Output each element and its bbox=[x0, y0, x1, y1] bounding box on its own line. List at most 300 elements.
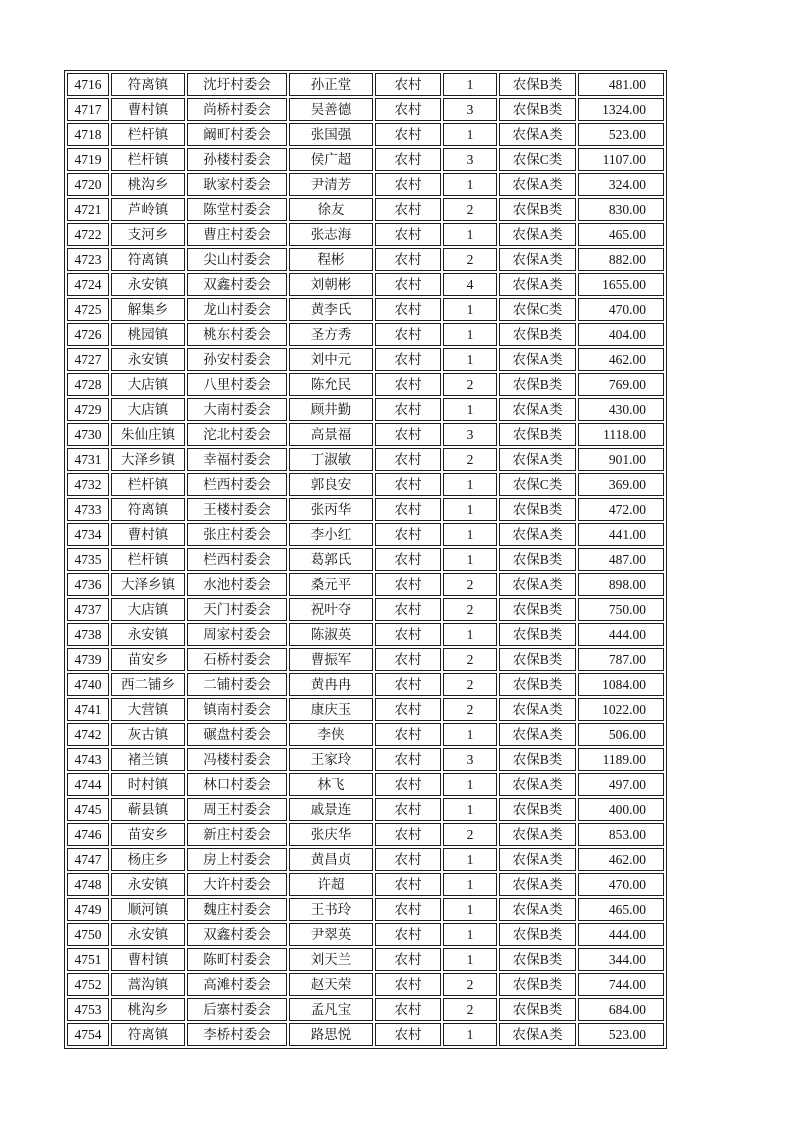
cell-township: 蒿沟镇 bbox=[111, 973, 185, 996]
cell-person-name: 尹翠英 bbox=[289, 923, 373, 946]
cell-insurance-category: 农保B类 bbox=[499, 798, 576, 821]
cell-insurance-category: 农保B类 bbox=[499, 323, 576, 346]
table-row bbox=[67, 998, 664, 1021]
table-row bbox=[67, 898, 664, 921]
cell-amount: 750.00 bbox=[578, 598, 664, 621]
cell-insurance-category: 农保A类 bbox=[499, 723, 576, 746]
cell-person-name: 康庆玉 bbox=[289, 698, 373, 721]
table-row bbox=[67, 248, 664, 271]
cell-village-committee: 冯楼村委会 bbox=[187, 748, 287, 771]
cell-residence-type: 农村 bbox=[375, 423, 441, 446]
table-row bbox=[67, 598, 664, 621]
cell-person-count: 1 bbox=[443, 348, 497, 371]
cell-amount: 1107.00 bbox=[578, 148, 664, 171]
cell-township: 时村镇 bbox=[111, 773, 185, 796]
cell-serial-number: 4752 bbox=[67, 973, 109, 996]
cell-village-committee: 王楼村委会 bbox=[187, 498, 287, 521]
cell-amount: 787.00 bbox=[578, 648, 664, 671]
cell-person-count: 4 bbox=[443, 273, 497, 296]
cell-residence-type: 农村 bbox=[375, 823, 441, 846]
cell-amount: 444.00 bbox=[578, 623, 664, 646]
cell-person-count: 2 bbox=[443, 648, 497, 671]
cell-village-committee: 尖山村委会 bbox=[187, 248, 287, 271]
cell-village-committee: 周家村委会 bbox=[187, 623, 287, 646]
cell-serial-number: 4745 bbox=[67, 798, 109, 821]
cell-person-name: 路思悦 bbox=[289, 1023, 373, 1046]
cell-person-name: 顾井勤 bbox=[289, 398, 373, 421]
cell-serial-number: 4728 bbox=[67, 373, 109, 396]
cell-residence-type: 农村 bbox=[375, 73, 441, 96]
cell-residence-type: 农村 bbox=[375, 623, 441, 646]
cell-township: 大泽乡镇 bbox=[111, 573, 185, 596]
cell-insurance-category: 农保B类 bbox=[499, 948, 576, 971]
cell-township: 符离镇 bbox=[111, 73, 185, 96]
cell-person-name: 尹清芳 bbox=[289, 173, 373, 196]
cell-residence-type: 农村 bbox=[375, 373, 441, 396]
cell-serial-number: 4737 bbox=[67, 598, 109, 621]
cell-insurance-category: 农保C类 bbox=[499, 298, 576, 321]
records-table-body bbox=[67, 73, 664, 1046]
cell-residence-type: 农村 bbox=[375, 348, 441, 371]
cell-person-name: 陈允民 bbox=[289, 373, 373, 396]
table-row bbox=[67, 823, 664, 846]
cell-amount: 684.00 bbox=[578, 998, 664, 1021]
cell-serial-number: 4727 bbox=[67, 348, 109, 371]
cell-serial-number: 4743 bbox=[67, 748, 109, 771]
cell-township: 桃沟乡 bbox=[111, 173, 185, 196]
cell-amount: 430.00 bbox=[578, 398, 664, 421]
table-row bbox=[67, 223, 664, 246]
cell-residence-type: 农村 bbox=[375, 148, 441, 171]
cell-insurance-category: 农保A类 bbox=[499, 698, 576, 721]
cell-insurance-category: 农保A类 bbox=[499, 448, 576, 471]
cell-village-committee: 孙安村委会 bbox=[187, 348, 287, 371]
cell-village-committee: 大南村委会 bbox=[187, 398, 287, 421]
cell-township: 符离镇 bbox=[111, 498, 185, 521]
cell-village-committee: 栏西村委会 bbox=[187, 473, 287, 496]
cell-insurance-category: 农保B类 bbox=[499, 973, 576, 996]
cell-serial-number: 4723 bbox=[67, 248, 109, 271]
cell-residence-type: 农村 bbox=[375, 898, 441, 921]
cell-insurance-category: 农保A类 bbox=[499, 898, 576, 921]
cell-village-committee: 房上村委会 bbox=[187, 848, 287, 871]
cell-insurance-category: 农保B类 bbox=[499, 98, 576, 121]
cell-village-committee: 曹庄村委会 bbox=[187, 223, 287, 246]
cell-person-count: 1 bbox=[443, 623, 497, 646]
cell-person-count: 1 bbox=[443, 873, 497, 896]
cell-person-name: 李小红 bbox=[289, 523, 373, 546]
cell-township: 曹村镇 bbox=[111, 948, 185, 971]
table-row bbox=[67, 498, 664, 521]
cell-residence-type: 农村 bbox=[375, 498, 441, 521]
cell-serial-number: 4735 bbox=[67, 548, 109, 571]
cell-insurance-category: 农保A类 bbox=[499, 273, 576, 296]
cell-village-committee: 周王村委会 bbox=[187, 798, 287, 821]
cell-insurance-category: 农保C类 bbox=[499, 473, 576, 496]
cell-person-count: 1 bbox=[443, 923, 497, 946]
cell-person-name: 陈淑英 bbox=[289, 623, 373, 646]
cell-insurance-category: 农保B类 bbox=[499, 598, 576, 621]
cell-township: 大营镇 bbox=[111, 698, 185, 721]
cell-village-committee: 陈町村委会 bbox=[187, 948, 287, 971]
cell-township: 永安镇 bbox=[111, 623, 185, 646]
cell-village-committee: 新庄村委会 bbox=[187, 823, 287, 846]
cell-township: 符离镇 bbox=[111, 1023, 185, 1046]
cell-residence-type: 农村 bbox=[375, 1023, 441, 1046]
cell-person-count: 2 bbox=[443, 373, 497, 396]
cell-village-committee: 桃东村委会 bbox=[187, 323, 287, 346]
cell-serial-number: 4730 bbox=[67, 423, 109, 446]
cell-person-count: 3 bbox=[443, 423, 497, 446]
cell-serial-number: 4746 bbox=[67, 823, 109, 846]
cell-person-count: 1 bbox=[443, 123, 497, 146]
cell-residence-type: 农村 bbox=[375, 973, 441, 996]
cell-residence-type: 农村 bbox=[375, 748, 441, 771]
cell-person-name: 许超 bbox=[289, 873, 373, 896]
cell-village-committee: 镇南村委会 bbox=[187, 698, 287, 721]
table-row bbox=[67, 373, 664, 396]
cell-amount: 744.00 bbox=[578, 973, 664, 996]
cell-insurance-category: 农保A类 bbox=[499, 1023, 576, 1046]
cell-person-name: 吴善德 bbox=[289, 98, 373, 121]
cell-insurance-category: 农保A类 bbox=[499, 223, 576, 246]
cell-serial-number: 4733 bbox=[67, 498, 109, 521]
cell-person-count: 2 bbox=[443, 698, 497, 721]
cell-township: 苗安乡 bbox=[111, 648, 185, 671]
cell-person-name: 王书玲 bbox=[289, 898, 373, 921]
cell-insurance-category: 农保A类 bbox=[499, 823, 576, 846]
table-row bbox=[67, 398, 664, 421]
table-row bbox=[67, 123, 664, 146]
cell-person-name: 刘天兰 bbox=[289, 948, 373, 971]
cell-person-name: 张国强 bbox=[289, 123, 373, 146]
cell-person-count: 1 bbox=[443, 948, 497, 971]
cell-township: 永安镇 bbox=[111, 348, 185, 371]
cell-person-name: 刘中元 bbox=[289, 348, 373, 371]
cell-township: 栏杆镇 bbox=[111, 548, 185, 571]
cell-serial-number: 4722 bbox=[67, 223, 109, 246]
cell-residence-type: 农村 bbox=[375, 548, 441, 571]
cell-amount: 470.00 bbox=[578, 873, 664, 896]
cell-person-name: 葛郭氏 bbox=[289, 548, 373, 571]
cell-amount: 497.00 bbox=[578, 773, 664, 796]
table-row bbox=[67, 323, 664, 346]
cell-insurance-category: 农保A类 bbox=[499, 348, 576, 371]
cell-amount: 441.00 bbox=[578, 523, 664, 546]
cell-residence-type: 农村 bbox=[375, 948, 441, 971]
cell-amount: 369.00 bbox=[578, 473, 664, 496]
cell-person-name: 桑元平 bbox=[289, 573, 373, 596]
table-row bbox=[67, 773, 664, 796]
table-row bbox=[67, 273, 664, 296]
cell-residence-type: 农村 bbox=[375, 873, 441, 896]
cell-residence-type: 农村 bbox=[375, 248, 441, 271]
cell-amount: 1655.00 bbox=[578, 273, 664, 296]
cell-township: 栏杆镇 bbox=[111, 473, 185, 496]
cell-person-name: 黄李氏 bbox=[289, 298, 373, 321]
cell-person-count: 2 bbox=[443, 673, 497, 696]
cell-insurance-category: 农保A类 bbox=[499, 398, 576, 421]
cell-township: 大店镇 bbox=[111, 598, 185, 621]
cell-amount: 769.00 bbox=[578, 373, 664, 396]
cell-village-committee: 后寨村委会 bbox=[187, 998, 287, 1021]
cell-person-count: 1 bbox=[443, 898, 497, 921]
cell-person-count: 2 bbox=[443, 598, 497, 621]
cell-person-name: 黄昌贞 bbox=[289, 848, 373, 871]
table-row bbox=[67, 423, 664, 446]
cell-village-committee: 张庄村委会 bbox=[187, 523, 287, 546]
cell-township: 蕲县镇 bbox=[111, 798, 185, 821]
cell-person-count: 2 bbox=[443, 573, 497, 596]
table-row bbox=[67, 298, 664, 321]
cell-person-name: 侯广超 bbox=[289, 148, 373, 171]
cell-person-count: 1 bbox=[443, 723, 497, 746]
table-row bbox=[67, 548, 664, 571]
cell-residence-type: 农村 bbox=[375, 598, 441, 621]
cell-township: 杨庄乡 bbox=[111, 848, 185, 871]
cell-person-count: 2 bbox=[443, 198, 497, 221]
cell-insurance-category: 农保B类 bbox=[499, 423, 576, 446]
cell-township: 苗安乡 bbox=[111, 823, 185, 846]
table-row bbox=[67, 198, 664, 221]
cell-person-name: 张丙华 bbox=[289, 498, 373, 521]
cell-residence-type: 农村 bbox=[375, 323, 441, 346]
cell-insurance-category: 农保B类 bbox=[499, 498, 576, 521]
cell-person-name: 张庆华 bbox=[289, 823, 373, 846]
cell-residence-type: 农村 bbox=[375, 848, 441, 871]
cell-residence-type: 农村 bbox=[375, 523, 441, 546]
records-table bbox=[64, 70, 667, 1049]
cell-serial-number: 4750 bbox=[67, 923, 109, 946]
cell-village-committee: 天门村委会 bbox=[187, 598, 287, 621]
cell-amount: 462.00 bbox=[578, 348, 664, 371]
cell-residence-type: 农村 bbox=[375, 448, 441, 471]
cell-person-name: 戚景连 bbox=[289, 798, 373, 821]
table-row bbox=[67, 1023, 664, 1046]
cell-person-name: 程彬 bbox=[289, 248, 373, 271]
cell-village-committee: 孙楼村委会 bbox=[187, 148, 287, 171]
cell-township: 支河乡 bbox=[111, 223, 185, 246]
cell-residence-type: 农村 bbox=[375, 798, 441, 821]
cell-residence-type: 农村 bbox=[375, 673, 441, 696]
cell-person-count: 1 bbox=[443, 323, 497, 346]
cell-insurance-category: 农保B类 bbox=[499, 998, 576, 1021]
cell-serial-number: 4748 bbox=[67, 873, 109, 896]
cell-person-count: 1 bbox=[443, 523, 497, 546]
table-row bbox=[67, 948, 664, 971]
cell-person-name: 圣方秀 bbox=[289, 323, 373, 346]
cell-amount: 523.00 bbox=[578, 1023, 664, 1046]
cell-village-committee: 大许村委会 bbox=[187, 873, 287, 896]
cell-insurance-category: 农保B类 bbox=[499, 373, 576, 396]
cell-village-committee: 石桥村委会 bbox=[187, 648, 287, 671]
cell-serial-number: 4744 bbox=[67, 773, 109, 796]
table-row bbox=[67, 473, 664, 496]
cell-township: 灰古镇 bbox=[111, 723, 185, 746]
cell-village-committee: 栏西村委会 bbox=[187, 548, 287, 571]
table-row bbox=[67, 98, 664, 121]
cell-amount: 404.00 bbox=[578, 323, 664, 346]
cell-township: 大泽乡镇 bbox=[111, 448, 185, 471]
cell-serial-number: 4736 bbox=[67, 573, 109, 596]
cell-village-committee: 水池村委会 bbox=[187, 573, 287, 596]
cell-village-committee: 沱北村委会 bbox=[187, 423, 287, 446]
cell-insurance-category: 农保B类 bbox=[499, 748, 576, 771]
cell-village-committee: 林口村委会 bbox=[187, 773, 287, 796]
cell-person-count: 3 bbox=[443, 98, 497, 121]
cell-serial-number: 4719 bbox=[67, 148, 109, 171]
cell-residence-type: 农村 bbox=[375, 773, 441, 796]
cell-person-count: 2 bbox=[443, 823, 497, 846]
cell-person-name: 张志海 bbox=[289, 223, 373, 246]
cell-amount: 1324.00 bbox=[578, 98, 664, 121]
cell-person-name: 刘朝彬 bbox=[289, 273, 373, 296]
cell-village-committee: 双鑫村委会 bbox=[187, 273, 287, 296]
cell-residence-type: 农村 bbox=[375, 173, 441, 196]
cell-residence-type: 农村 bbox=[375, 398, 441, 421]
cell-person-count: 2 bbox=[443, 973, 497, 996]
cell-township: 永安镇 bbox=[111, 923, 185, 946]
table-row bbox=[67, 648, 664, 671]
cell-serial-number: 4740 bbox=[67, 673, 109, 696]
cell-person-name: 祝叶夺 bbox=[289, 598, 373, 621]
table-row bbox=[67, 73, 664, 96]
cell-insurance-category: 农保A类 bbox=[499, 523, 576, 546]
cell-serial-number: 4749 bbox=[67, 898, 109, 921]
cell-township: 大店镇 bbox=[111, 398, 185, 421]
cell-township: 栏杆镇 bbox=[111, 123, 185, 146]
cell-township: 西二铺乡 bbox=[111, 673, 185, 696]
cell-person-name: 郭良安 bbox=[289, 473, 373, 496]
cell-person-count: 1 bbox=[443, 398, 497, 421]
cell-village-committee: 李桥村委会 bbox=[187, 1023, 287, 1046]
cell-insurance-category: 农保B类 bbox=[499, 623, 576, 646]
cell-township: 大店镇 bbox=[111, 373, 185, 396]
cell-amount: 462.00 bbox=[578, 848, 664, 871]
cell-township: 褚兰镇 bbox=[111, 748, 185, 771]
cell-amount: 506.00 bbox=[578, 723, 664, 746]
cell-serial-number: 4716 bbox=[67, 73, 109, 96]
cell-residence-type: 农村 bbox=[375, 998, 441, 1021]
cell-insurance-category: 农保A类 bbox=[499, 248, 576, 271]
cell-serial-number: 4720 bbox=[67, 173, 109, 196]
cell-amount: 400.00 bbox=[578, 798, 664, 821]
table-row bbox=[67, 623, 664, 646]
cell-person-count: 3 bbox=[443, 148, 497, 171]
cell-person-count: 1 bbox=[443, 223, 497, 246]
table-row bbox=[67, 348, 664, 371]
cell-village-committee: 魏庄村委会 bbox=[187, 898, 287, 921]
cell-amount: 465.00 bbox=[578, 223, 664, 246]
cell-amount: 901.00 bbox=[578, 448, 664, 471]
cell-amount: 898.00 bbox=[578, 573, 664, 596]
cell-person-count: 1 bbox=[443, 173, 497, 196]
cell-village-committee: 碾盘村委会 bbox=[187, 723, 287, 746]
cell-serial-number: 4742 bbox=[67, 723, 109, 746]
cell-residence-type: 农村 bbox=[375, 123, 441, 146]
cell-residence-type: 农村 bbox=[375, 573, 441, 596]
cell-township: 曹村镇 bbox=[111, 98, 185, 121]
cell-village-committee: 八里村委会 bbox=[187, 373, 287, 396]
cell-residence-type: 农村 bbox=[375, 923, 441, 946]
cell-insurance-category: 农保A类 bbox=[499, 173, 576, 196]
cell-township: 曹村镇 bbox=[111, 523, 185, 546]
cell-person-count: 1 bbox=[443, 773, 497, 796]
cell-serial-number: 4725 bbox=[67, 298, 109, 321]
cell-person-name: 丁淑敏 bbox=[289, 448, 373, 471]
cell-person-count: 1 bbox=[443, 798, 497, 821]
cell-amount: 882.00 bbox=[578, 248, 664, 271]
cell-person-name: 王家玲 bbox=[289, 748, 373, 771]
cell-township: 栏杆镇 bbox=[111, 148, 185, 171]
cell-amount: 470.00 bbox=[578, 298, 664, 321]
cell-serial-number: 4754 bbox=[67, 1023, 109, 1046]
cell-township: 顺河镇 bbox=[111, 898, 185, 921]
cell-person-name: 高景福 bbox=[289, 423, 373, 446]
table-row bbox=[67, 573, 664, 596]
cell-village-committee: 幸福村委会 bbox=[187, 448, 287, 471]
cell-township: 符离镇 bbox=[111, 248, 185, 271]
cell-person-count: 1 bbox=[443, 848, 497, 871]
cell-village-committee: 双鑫村委会 bbox=[187, 923, 287, 946]
cell-insurance-category: 农保B类 bbox=[499, 198, 576, 221]
cell-serial-number: 4729 bbox=[67, 398, 109, 421]
cell-amount: 465.00 bbox=[578, 898, 664, 921]
table-row bbox=[67, 523, 664, 546]
cell-village-committee: 高滩村委会 bbox=[187, 973, 287, 996]
cell-amount: 324.00 bbox=[578, 173, 664, 196]
cell-person-name: 林飞 bbox=[289, 773, 373, 796]
cell-amount: 830.00 bbox=[578, 198, 664, 221]
cell-serial-number: 4751 bbox=[67, 948, 109, 971]
cell-serial-number: 4726 bbox=[67, 323, 109, 346]
table-row bbox=[67, 698, 664, 721]
cell-amount: 487.00 bbox=[578, 548, 664, 571]
cell-residence-type: 农村 bbox=[375, 98, 441, 121]
cell-serial-number: 4738 bbox=[67, 623, 109, 646]
cell-person-count: 1 bbox=[443, 1023, 497, 1046]
cell-person-count: 1 bbox=[443, 73, 497, 96]
cell-village-committee: 阚町村委会 bbox=[187, 123, 287, 146]
cell-serial-number: 4724 bbox=[67, 273, 109, 296]
cell-residence-type: 农村 bbox=[375, 648, 441, 671]
cell-residence-type: 农村 bbox=[375, 473, 441, 496]
cell-residence-type: 农村 bbox=[375, 298, 441, 321]
cell-serial-number: 4721 bbox=[67, 198, 109, 221]
cell-serial-number: 4739 bbox=[67, 648, 109, 671]
table-row bbox=[67, 873, 664, 896]
cell-amount: 1118.00 bbox=[578, 423, 664, 446]
cell-serial-number: 4747 bbox=[67, 848, 109, 871]
cell-person-count: 3 bbox=[443, 748, 497, 771]
cell-amount: 1189.00 bbox=[578, 748, 664, 771]
cell-township: 朱仙庄镇 bbox=[111, 423, 185, 446]
table-row bbox=[67, 798, 664, 821]
cell-township: 永安镇 bbox=[111, 873, 185, 896]
cell-insurance-category: 农保A类 bbox=[499, 873, 576, 896]
cell-township: 桃沟乡 bbox=[111, 998, 185, 1021]
cell-insurance-category: 农保B类 bbox=[499, 548, 576, 571]
cell-insurance-category: 农保A类 bbox=[499, 848, 576, 871]
cell-insurance-category: 农保B类 bbox=[499, 73, 576, 96]
table-row bbox=[67, 448, 664, 471]
cell-person-count: 2 bbox=[443, 998, 497, 1021]
cell-village-committee: 耿家村委会 bbox=[187, 173, 287, 196]
cell-amount: 444.00 bbox=[578, 923, 664, 946]
table-row bbox=[67, 973, 664, 996]
cell-serial-number: 4741 bbox=[67, 698, 109, 721]
cell-person-name: 孙正堂 bbox=[289, 73, 373, 96]
